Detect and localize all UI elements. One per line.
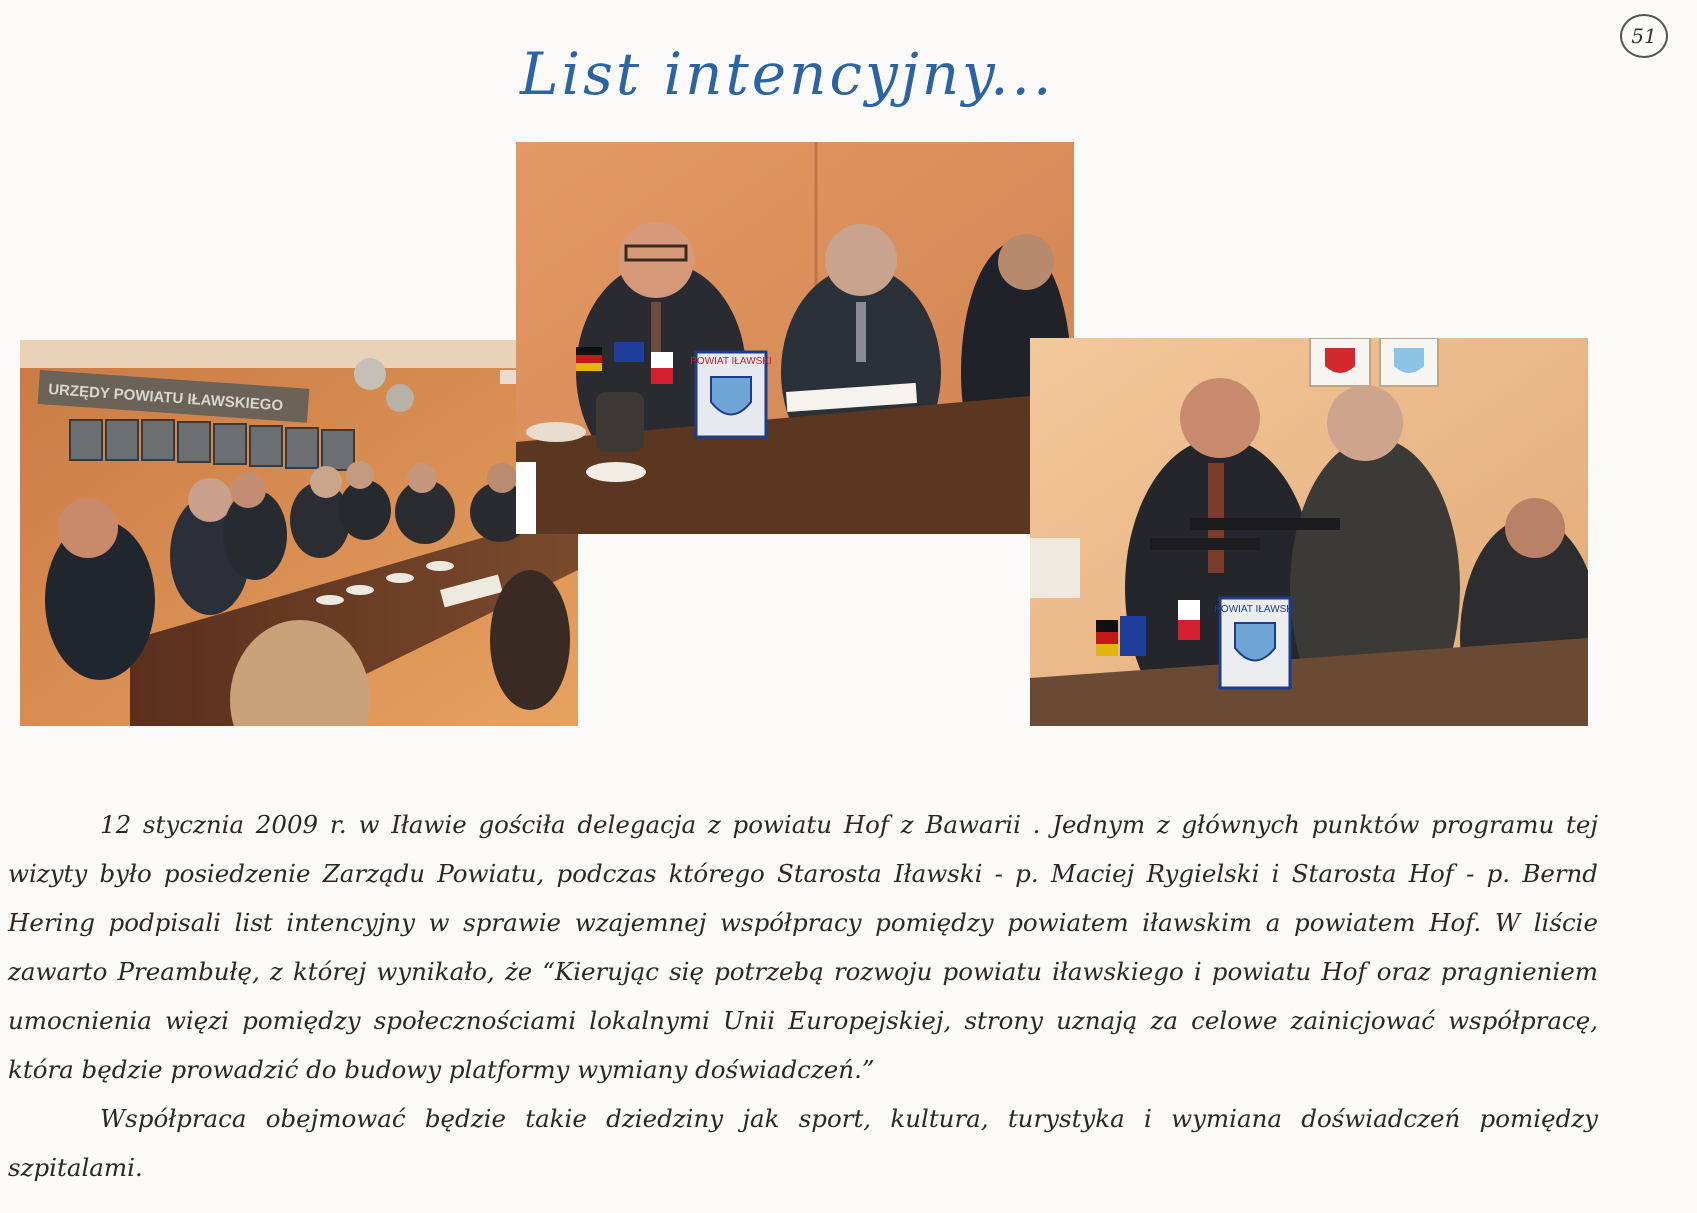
- office-sign-text: URZĘDY POWIATU IŁAWSKIEGO: [47, 381, 284, 415]
- signing-ceremony-illustration: [516, 142, 1074, 534]
- document-exchange-illustration: [1030, 338, 1588, 726]
- center-pennant-text: POWIAT IŁAWSKI: [690, 356, 772, 367]
- document-exchange-photo: [1030, 338, 1588, 726]
- signing-ceremony-photo: [516, 142, 1074, 534]
- article-paragraph-1: 12 stycznia 2009 r. w Iławie gościła delegacja z powiatu Hof z Bawarii . Jednym z głównych punktów programu tej wizyty było posiedzenie Zarządu Powiatu, podczas którego Starosta Iławski - p. Maciej Rygielski i Starosta Hof - p. Bernd Hering podpisali list intencyjny w sprawie wzajemnej współpracy pomiędzy powiatem iławskim a powiatem Hof. W liście zawarto Preambułę, z której wynikało, że “Kierując się potrzebą rozwoju powiatu iławskiego i powiatu Hof oraz pragnieniem umocnienia więzi pomiędzy społecznościami lokalnymi Unii Europejskiej, strony uznają za celowe zainicjować współpracę, która będzie prowadzić do budowy platformy wymiany doświadczeń.”: [8, 810, 1598, 1084]
- right-pennant-text: POWIAT IŁAWSKI: [1214, 604, 1296, 615]
- page-number: 51: [1620, 14, 1668, 58]
- article-paragraph-2: Współpraca obejmować będzie takie dziedziny jak sport, kultura, turystyka i wymiana doświadczeń pomiędzy szpitalami.: [8, 1104, 1598, 1182]
- meeting-room-illustration: [20, 340, 578, 726]
- page-title: List intencyjny...: [520, 40, 1055, 108]
- meeting-room-photo: [20, 340, 578, 726]
